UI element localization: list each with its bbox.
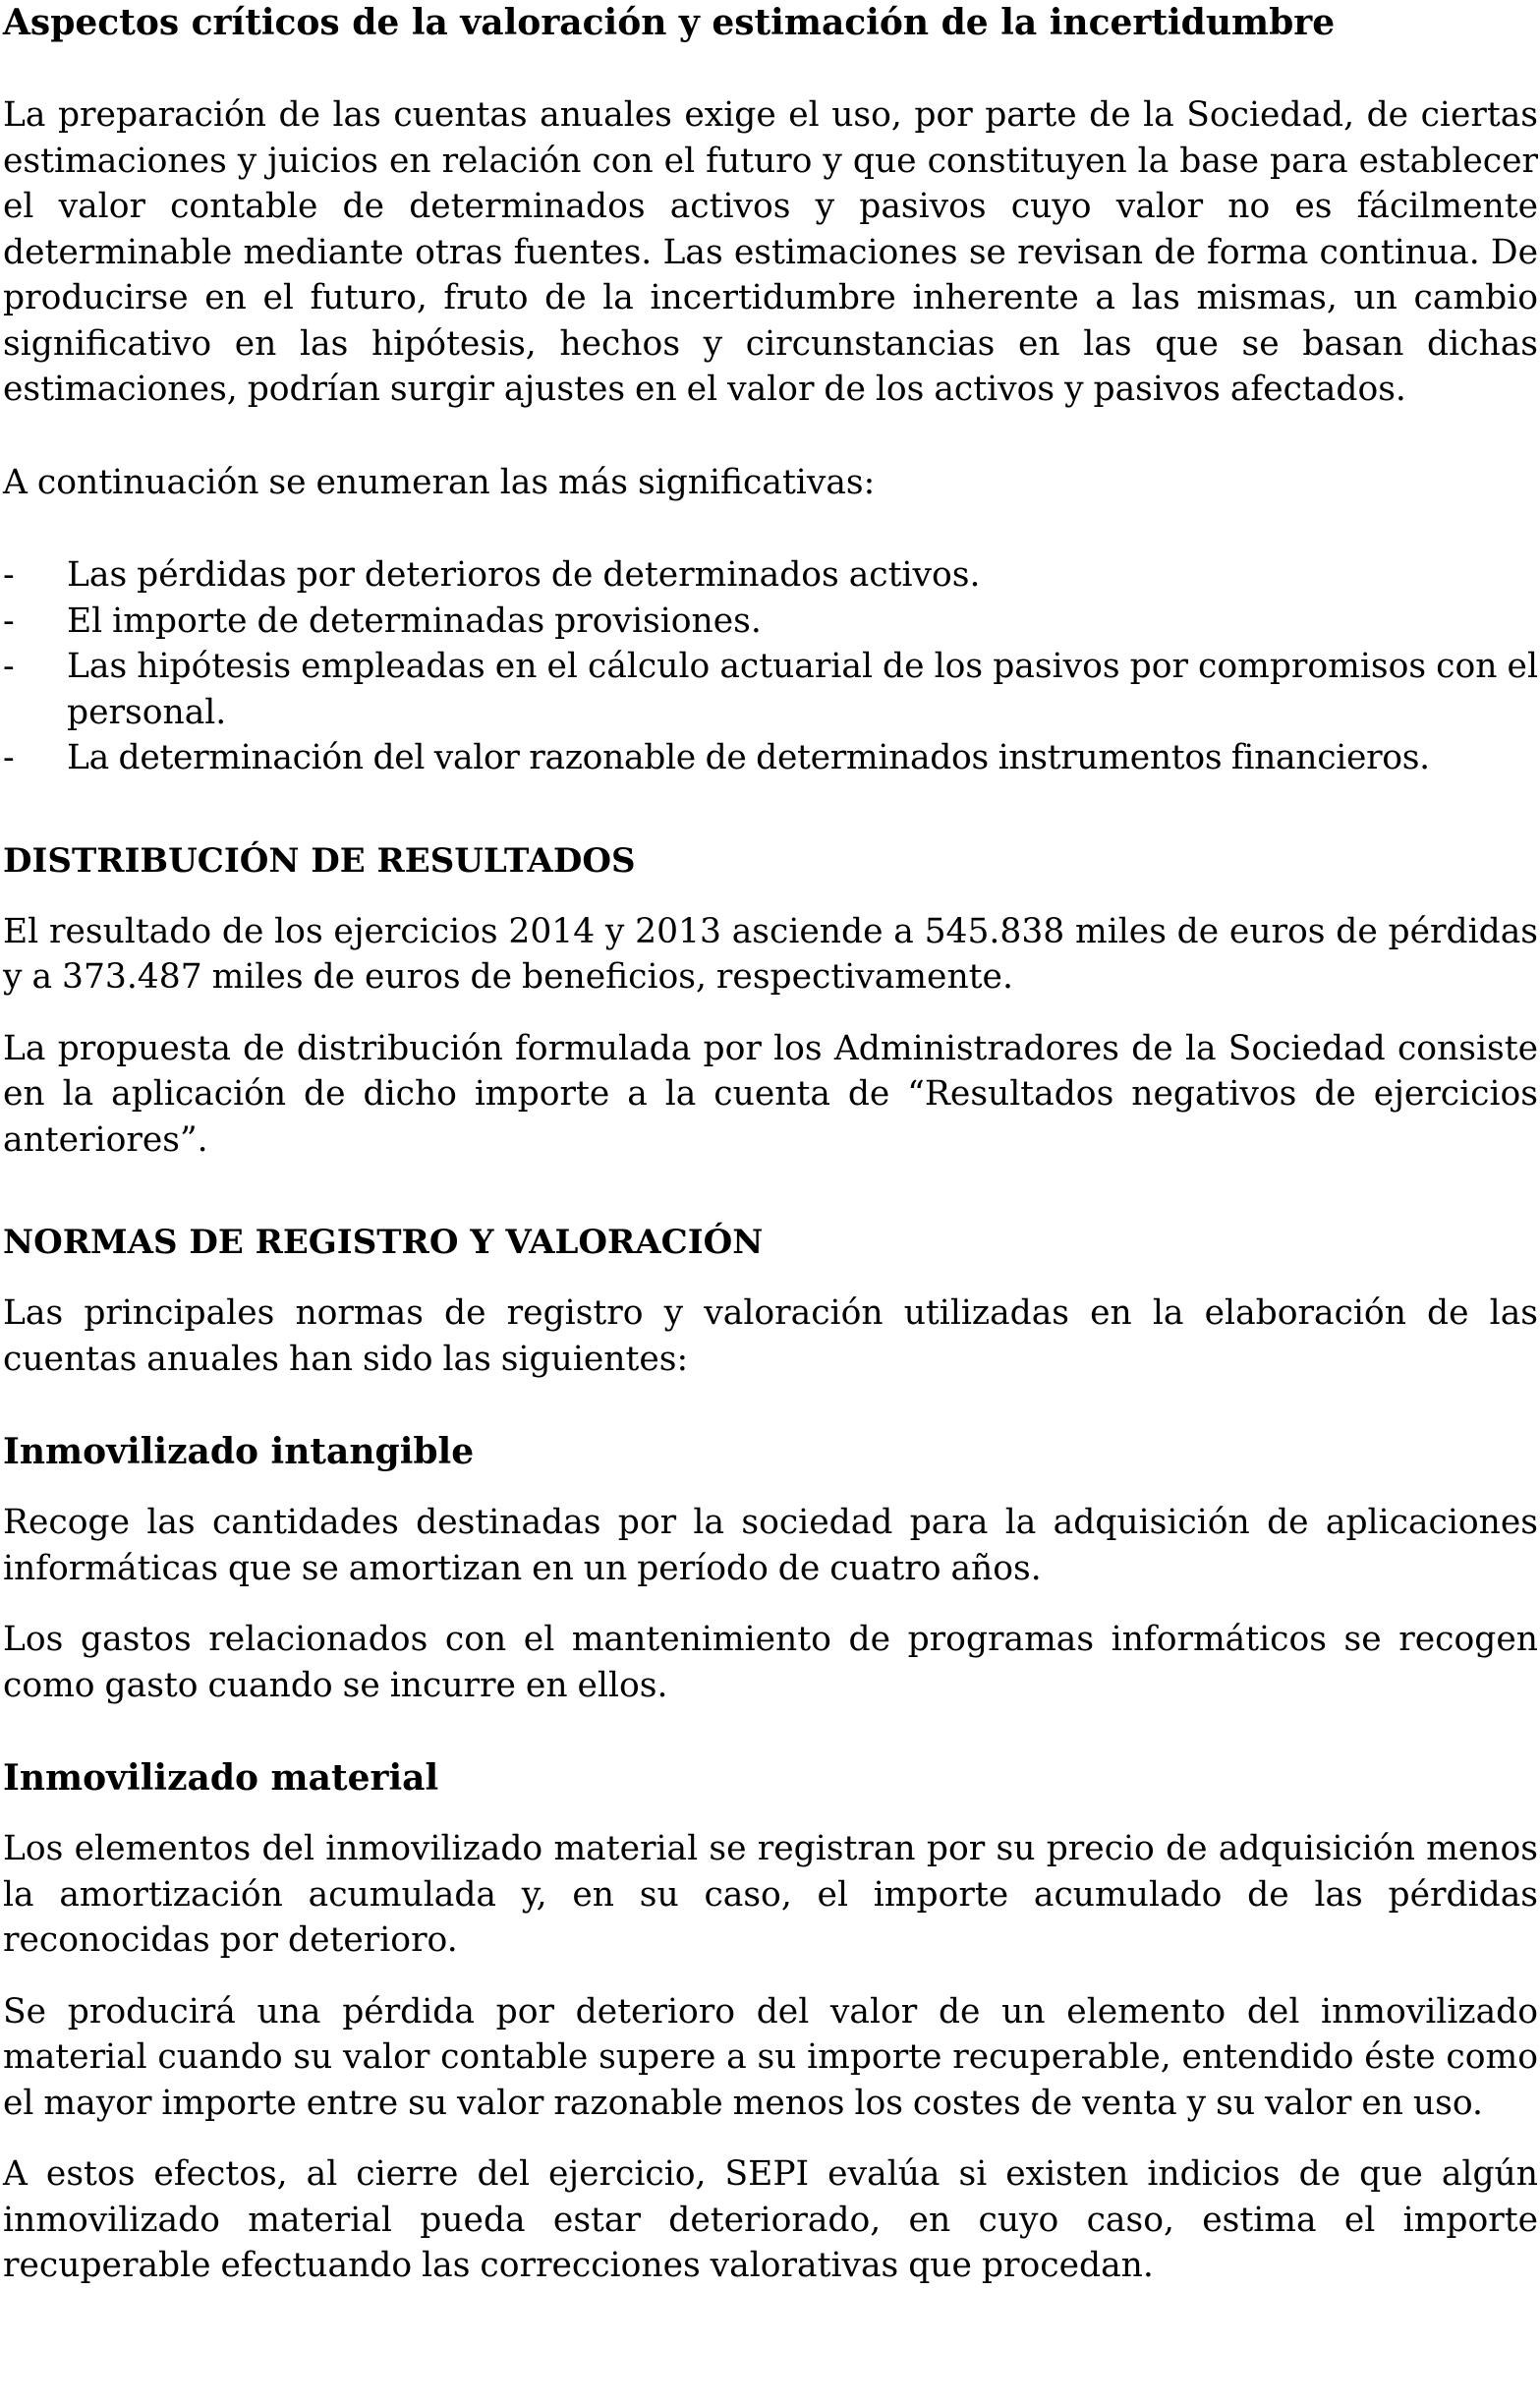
list-item: - El importe de determinadas provisiones. (3, 599, 1538, 645)
list-item: - La determinación del valor razonable de determinados instrumentos financieros. (3, 735, 1538, 781)
section-title-critical-aspects: Aspectos críticos de la valoración y estimación de la incertidumbre (3, 2, 1336, 43)
list-item: - Las pérdidas por deterioros de determinados activos. (3, 552, 1538, 599)
paragraph-material-2: Se producirá una pérdida por deterioro del valor de un elemento del inmovilizado material cuando su valor contable supere a su importe recuperable, entendido éste como el mayor importe entre su valor razonable menos los costes de venta y su valor en uso. (3, 1991, 1538, 2123)
list-dash: - (3, 601, 15, 641)
section-title-norms: NORMAS DE REGISTRO Y VALORACIÓN (3, 1223, 764, 1262)
paragraph-intangible-1: Recoge las cantidades destinadas por la sociedad para la adquisición de aplicaciones informáticas que se amortizan en un período de cuatro años. (3, 1503, 1538, 1588)
list-dash: - (3, 647, 15, 686)
paragraph-distribution-proposal: La propuesta de distribución formulada por los Administradores de la Sociedad consiste en la aplicación de dicho importe a la cuenta de “Resultados negativos de ejercicios anteriores”. (3, 1028, 1538, 1160)
list-dash: - (3, 738, 15, 777)
paragraph-list-intro: A continuación se enumeran las más significativas: (3, 462, 876, 502)
list-item: - Las hipótesis empleadas en el cálculo actuarial de los pasivos por compromisos con el personal. (3, 644, 1538, 735)
paragraph-estimates: La preparación de las cuentas anuales exige el uso, por parte de la Sociedad, de ciertas estimaciones y juicios en relación con el futuro y que constituyen la base para establecer el valor contable de determinados activos y pasivos cuyo valor no es fácilmente determinable mediante otras fuentes. Las estimaciones se revisan de forma continua. De producirse en el futuro, fruto de la incertidumbre inherente a las mismas, un cambio significativo en las hipótesis, hechos y circunstancias en las que se basan dichas estimaciones, podrían surgir ajustes en el valor de los activos y pasivos afectados. (3, 95, 1538, 409)
paragraph-material-3: A estos efectos, al cierre del ejercicio, SEPI evalúa si existen indicios de que algún inmovilizado material pueda estar deteriorado, en cuyo caso, estima el importe recuperable efectuando las correcciones valorativas que procedan. (3, 2154, 1538, 2285)
paragraph-material-1: Los elementos del inmovilizado material se registran por su precio de adquisición menos la amortización acumulada y, en su caso, el importe acumulado de las pérdidas reconocidas por deterioro. (3, 1829, 1538, 1960)
paragraph-norms-intro: Las principales normas de registro y valoración utilizadas en la elaboración de las cuentas anuales han sido las siguientes: (3, 1293, 1538, 1379)
significant-estimates-list (3, 552, 1538, 781)
paragraph-intangible-2: Los gastos relacionados con el mantenimiento de programas informáticos se recogen como gasto cuando se incurre en ellos. (3, 1620, 1538, 1705)
paragraph-results: El resultado de los ejercicios 2014 y 2013 asciende a 545.838 miles de euros de pérdidas y a 373.487 miles de euros de beneficios, respectivamente. (3, 911, 1538, 997)
section-title-distribution: DISTRIBUCIÓN DE RESULTADOS (3, 840, 636, 881)
section-title-material: Inmovilizado material (3, 1757, 439, 1799)
list-dash: - (3, 555, 15, 595)
section-title-intangible: Inmovilizado intangible (3, 1431, 475, 1472)
